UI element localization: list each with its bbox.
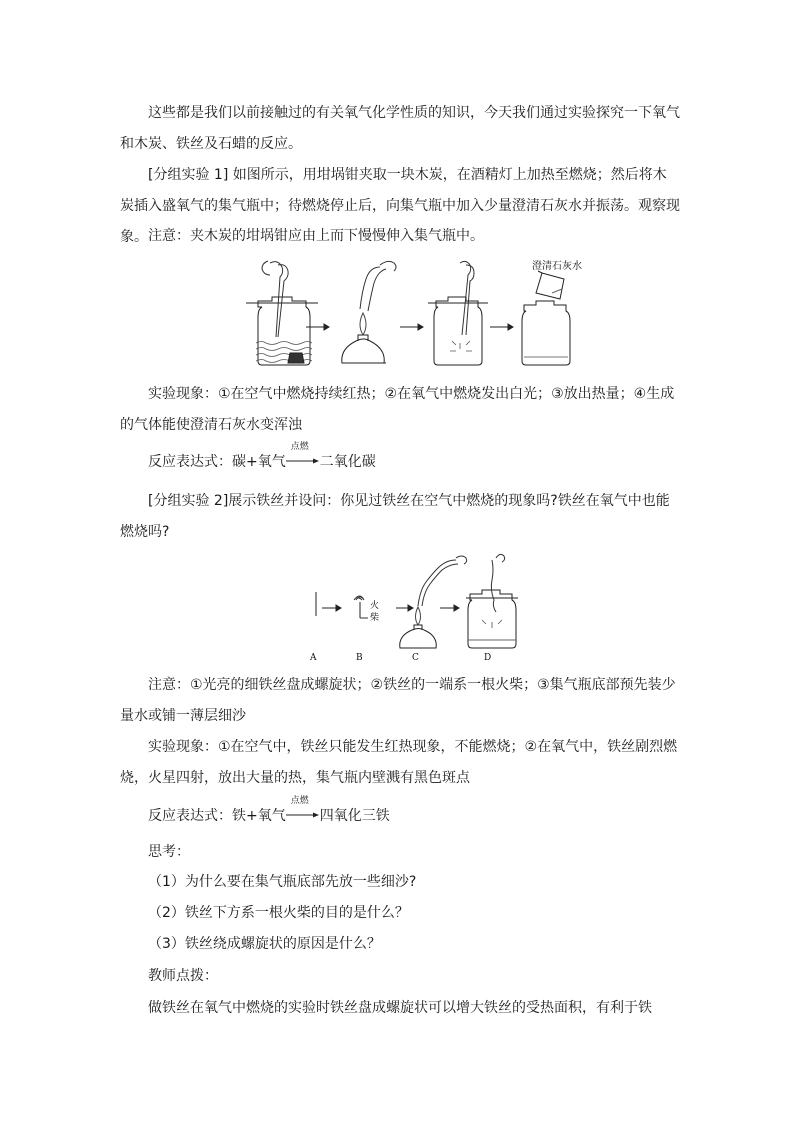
teacher-title: 教师点拨： — [148, 968, 218, 984]
figure2-label-d: D — [484, 653, 492, 663]
reaction-arrow — [286, 442, 320, 466]
formula2-product: 四氧化三铁 — [319, 808, 390, 824]
think-question-3: （3）铁丝绕成螺旋状的原因是什么？ — [148, 936, 381, 952]
figure-iron-wire-experiment — [300, 548, 530, 668]
match-label-1: 火 — [370, 601, 380, 611]
formula1-prefix: 反应表达式：碳+氧气 — [148, 454, 286, 470]
match-label-2: 柴 — [370, 613, 380, 623]
figure2-label-c: C — [412, 653, 419, 663]
paragraph-experiment-1: [分组实验 1] 如图所示，用坩埚钳夹取一块木炭，在酒精灯上加热至燃烧；然后将木炭插入盛氧气的集气瓶中；待燃烧停止后，向集气瓶中加入少量澄清石灰水并振荡。观察现象。 — [120, 167, 680, 245]
figure2-label-b: B — [356, 653, 363, 663]
note-experiment-1: 注意：夹木炭的坩埚钳应由上而下慢慢伸入集气瓶中。 — [148, 228, 484, 244]
figure-charcoal-experiment — [230, 257, 590, 377]
paragraph-phenomena-2: 实验现象：①在空气中，铁丝只能发生红热现象，不能燃烧；②在氧气中，铁丝剧烈燃烧，火星四射，放出大量的热，集气瓶内壁溅有黑色斑点 — [120, 739, 678, 786]
formula-iron-oxygen — [148, 796, 390, 826]
paragraph-intro: 这些都是我们以前接触过的有关氧气化学性质的知识，今天我们通过实验探究一下氧气和木炭、铁丝及石蜡的反应。 — [120, 105, 680, 152]
formula-carbon-oxygen — [148, 442, 376, 472]
paragraph-experiment-2: [分组实验 2]展示铁丝并设问：你见过铁丝在空气中燃烧的现象吗?铁丝在氧气中也能燃烧吗? — [120, 493, 670, 540]
teacher-text: 做铁丝在氧气中燃烧的实验时铁丝盘成螺旋状可以增大铁丝的受热面积，有利于铁 — [148, 1000, 652, 1016]
formula1-product: 二氧化碳 — [319, 454, 376, 470]
formula1-condition: 点燃 — [290, 442, 309, 452]
think-question-2: （2）铁丝下方系一根火柴的目的是什么？ — [148, 905, 409, 921]
paragraph-note-2: 注意：①光亮的细铁丝盘成螺旋状；②铁丝的一端系一根火柴；③集气瓶底部预先装少量水或铺一薄层细沙 — [120, 677, 676, 724]
reaction-arrow — [286, 796, 320, 820]
figure2-label-a: A — [310, 653, 317, 663]
think-title: 思考： — [148, 844, 190, 860]
formula2-condition: 点燃 — [290, 796, 309, 806]
formula2-prefix: 反应表达式：铁+氧气 — [148, 808, 286, 824]
figure1-label: 澄清石灰水 — [532, 261, 582, 272]
think-question-1: （1）为什么要在集气瓶底部先放一些细沙? — [148, 874, 417, 890]
paragraph-phenomena-1: 实验现象：①在空气中燃烧持续红热；②在氧气中燃烧发出白光；③放出热量；④生成的气体能使澄清石灰水变浑浊 — [120, 386, 675, 433]
